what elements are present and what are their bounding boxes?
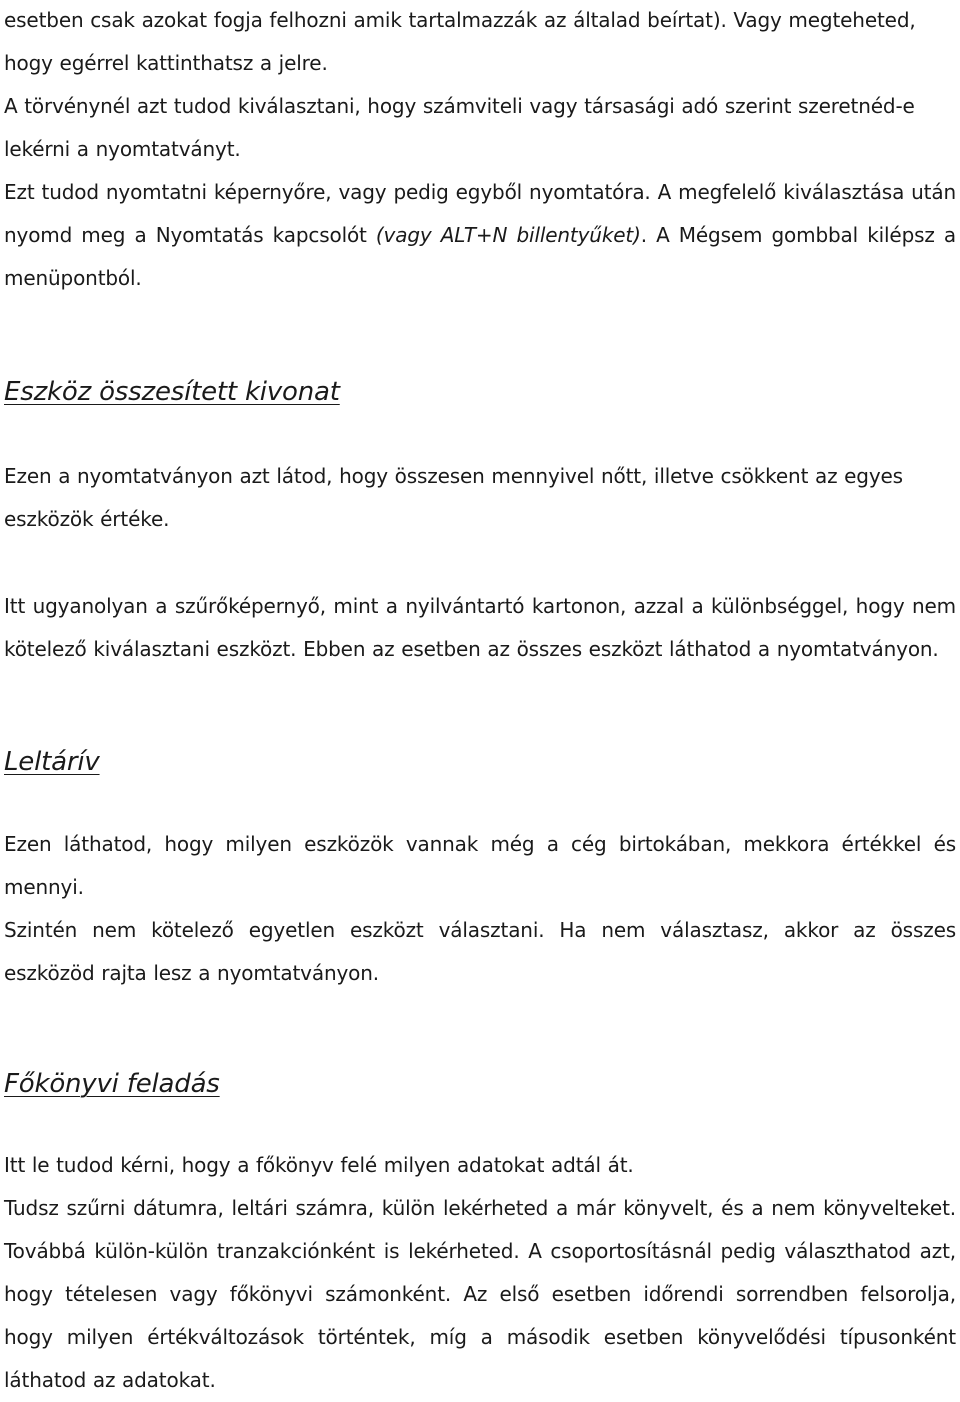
fokonyvi-paragraph-2: Tudsz szűrni dátumra, leltári számra, külön lekérheted a már könyvelt, és a nem könyvelteket. Továbbá külön-külön tranzakciónként is lekérheted. A csoportosításnál pedig választhatod azt, hogy tételesen vagy főkönyvi számonként. Az első esetben időrendi sorrendben felsorolja, hogy milyen értékváltozások történtek, míg a második esetben könyvelődési típusonként láthatod az adatokat. <box>4 1196 956 1392</box>
intro-paragraph-1: esetben csak azokat fogja felhozni amik tartalmazzák az általad beírtat). Vagy megteheted, hogy egérrel kattinthatsz a jelre. <box>4 8 916 75</box>
intro-paragraph-3-italic: (vagy ALT+N billentyűket) <box>375 223 641 247</box>
leltariv-paragraph-1: Ezen láthatod, hogy milyen eszközök vannak még a cég birtokában, mekkora értékkel és mennyi. <box>4 832 956 899</box>
intro-paragraph-3-text-a: Ezt tudod nyomtatni képernyőre, vagy pedig egyből nyomtatóra. A megfelelő kiválasztása után nyomd meg a Nyomtatás kapcsolót <box>4 180 956 247</box>
fokonyvi-section-body <box>4 1144 956 1402</box>
fokonyvi-paragraph-1: Itt le tudod kérni, hogy a főkönyv felé milyen adatokat adtál át. <box>4 1153 634 1177</box>
intro-section <box>4 0 956 300</box>
intro-paragraph-3-text-b: . A Mégsem gombbal kilépsz a menüpontból. <box>4 223 956 290</box>
eszkoz-paragraph-1: Ezen a nyomtatványon azt látod, hogy összesen mennyivel nőtt, illetve csökkent az egyes eszközök értéke. <box>4 464 903 531</box>
intro-paragraph-2: A törvénynél azt tudod kiválasztani, hogy számviteli vagy társasági adó szerint szeretnéd-e lekérni a nyomtatványt. <box>4 94 915 161</box>
eszkoz-section-body <box>4 455 956 541</box>
heading-fokonyvi-feladas: Főkönyvi feladás <box>4 1069 220 1099</box>
heading-eszkoz-osszesitett-kivonat: Eszköz összesített kivonat <box>4 377 340 407</box>
leltariv-paragraph-2: Szintén nem kötelező egyetlen eszközt választani. Ha nem választasz, akkor az összes eszközöd rajta lesz a nyomtatványon. <box>4 918 956 985</box>
leltariv-section-body <box>4 823 956 995</box>
intro-paragraph-3 <box>4 171 956 300</box>
eszkoz-section-body-2 <box>4 585 956 671</box>
eszkoz-paragraph-2: Itt ugyanolyan a szűrőképernyő, mint a nyilvántartó kartonon, azzal a különbséggel, hogy nem kötelező kiválasztani eszközt. Ebben az esetben az összes eszközt láthatod a nyomtatványon. <box>4 594 956 661</box>
heading-leltariv: Leltárív <box>4 747 100 777</box>
